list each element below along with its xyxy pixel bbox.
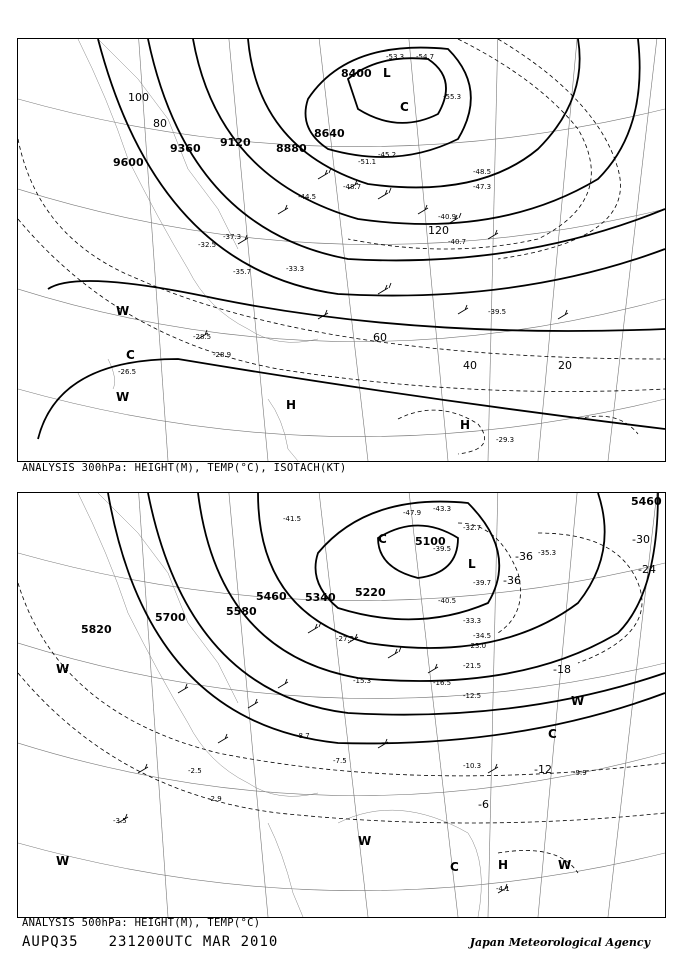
height-label: 9600: [113, 156, 144, 169]
warm-center-label: W: [558, 858, 572, 872]
temperature-value: -51.1: [358, 158, 377, 166]
panel-caption-500hpa: ANALYSIS 500hPa: HEIGHT(M), TEMP(°C): [22, 917, 261, 929]
temperature-value: -16.5: [433, 679, 452, 687]
map-300hpa-svg: [18, 39, 665, 461]
isotach-label: 120: [428, 224, 449, 237]
chart-identifier: [22, 934, 278, 950]
height-label-group: [113, 67, 372, 169]
temperature-value: -3.5: [113, 817, 127, 825]
valid-time: 231200UTC MAR 2010: [108, 934, 279, 950]
cold-center-label: C: [378, 532, 387, 546]
temperature-value: -12.5: [463, 692, 482, 700]
temperature-value: -21.5: [463, 662, 482, 670]
temperature-value: -40.9: [438, 213, 457, 221]
isotherm-label: -36: [515, 550, 533, 563]
isotach-label: 60: [373, 331, 387, 344]
temperature-value: -4.1: [496, 885, 510, 893]
temperature-value: -2.9: [208, 795, 222, 803]
isotach-label: 80: [153, 117, 167, 130]
isotherm-label: -24: [638, 563, 656, 576]
height-label: 8880: [276, 142, 307, 155]
cold-center-label: C: [450, 860, 459, 874]
isotherm-label: -6: [478, 798, 489, 811]
temperature-value: -37.3: [223, 233, 242, 241]
temperature-value: -40.7: [448, 238, 467, 246]
temperature-value: -2.5: [188, 767, 202, 775]
height-label: 9360: [170, 142, 201, 155]
isotach-label: 100: [128, 91, 149, 104]
map-500hpa-svg: [18, 493, 665, 917]
temperature-value: -39.7: [473, 579, 492, 587]
wind-barbs: [198, 168, 568, 339]
temperature-value: -34.5: [473, 632, 492, 640]
temperature-value: -9.9: [573, 769, 587, 777]
isotach-label: 40: [463, 359, 477, 372]
coastlines: [78, 39, 318, 461]
height-label: 5220: [355, 586, 386, 599]
height-label: 5460: [256, 590, 287, 603]
coastlines: [78, 493, 481, 917]
temperature-value: -35.7: [233, 268, 252, 276]
agency-credit: Japan Meteorological Agency: [469, 936, 650, 949]
temperature-value: -32.5: [198, 241, 217, 249]
isotherm-label: -30: [632, 533, 650, 546]
temperature-value: -33.3: [463, 617, 482, 625]
temperature-value: -47.9: [403, 509, 422, 517]
temperature-value: -55.3: [443, 93, 462, 101]
temperature-value: -33.3: [286, 265, 305, 273]
temperature-value: -23.0: [468, 642, 487, 650]
height-label: 5460: [631, 495, 662, 508]
temperature-value: -26.5: [118, 368, 137, 376]
isotherm-label: -36: [503, 574, 521, 587]
temperature-value-group: [118, 53, 514, 444]
height-label: 5340: [305, 591, 336, 604]
height-label: 5700: [155, 611, 186, 624]
map-panel-300hpa: [17, 38, 666, 462]
temperature-value: -45.2: [378, 151, 397, 159]
temperature-value: -39.5: [433, 545, 452, 553]
temperature-value: -48.7: [343, 183, 362, 191]
temperature-value-group: [113, 505, 587, 893]
temperature-value: -53.3: [386, 53, 405, 61]
high-center-label: H: [460, 418, 471, 432]
warm-center-label: W: [56, 662, 70, 676]
height-label: 9120: [220, 136, 251, 149]
warm-center-label: W: [571, 694, 585, 708]
temperature-value: -10.3: [463, 762, 482, 770]
temperature-value: -39.5: [488, 308, 507, 316]
product-code: AUPQ35: [22, 934, 79, 950]
temperature-value: -29.3: [496, 436, 515, 444]
high-center-label: H: [498, 858, 509, 872]
height-label: 5580: [226, 605, 257, 618]
temperature-value: -44.5: [298, 193, 317, 201]
temperature-value: -27.5: [336, 635, 355, 643]
isotherm-label-group: [478, 533, 656, 811]
temperature-value: -54.7: [416, 53, 435, 61]
temperature-value: -48.5: [473, 168, 492, 176]
temperature-value: -7.5: [333, 757, 347, 765]
temperature-value: -15.3: [353, 677, 372, 685]
warm-center-label: W: [116, 304, 130, 318]
map-panel-500hpa: [17, 492, 666, 918]
cold-center-label: C: [548, 727, 557, 741]
wind-barbs: [118, 622, 508, 893]
panel-caption-300hpa: ANALYSIS 300hPa: HEIGHT(M), TEMP(°C), ISOTACH(KT): [22, 462, 347, 474]
temperature-value: -8.7: [296, 732, 310, 740]
cold-center-label: C: [126, 348, 135, 362]
temperature-value: -32.7: [463, 524, 482, 532]
temperature-value: -28.9: [213, 351, 232, 359]
warm-center-label: W: [116, 390, 130, 404]
high-center-label: H: [286, 398, 297, 412]
temperature-value: -40.5: [438, 597, 457, 605]
isotach-label: 20: [558, 359, 572, 372]
isotherm-label: -18: [553, 663, 571, 676]
cold-center-label: C: [400, 100, 409, 114]
warm-center-label: W: [358, 834, 372, 848]
height-label: 5100: [415, 535, 446, 548]
temperature-value: -35.3: [538, 549, 557, 557]
graticule: [18, 493, 665, 917]
low-center-label: L: [468, 557, 476, 571]
temperature-value: -28.5: [193, 333, 212, 341]
low-center-label: L: [383, 66, 391, 80]
temperature-value: -43.3: [433, 505, 452, 513]
temperature-value: -47.3: [473, 183, 492, 191]
height-label: 8400: [341, 67, 372, 80]
isotherm-label: -12: [534, 763, 552, 776]
warm-center-label: W: [56, 854, 70, 868]
height-label: 5820: [81, 623, 112, 636]
temperature-value: -41.5: [283, 515, 302, 523]
height-label: 8640: [314, 127, 345, 140]
